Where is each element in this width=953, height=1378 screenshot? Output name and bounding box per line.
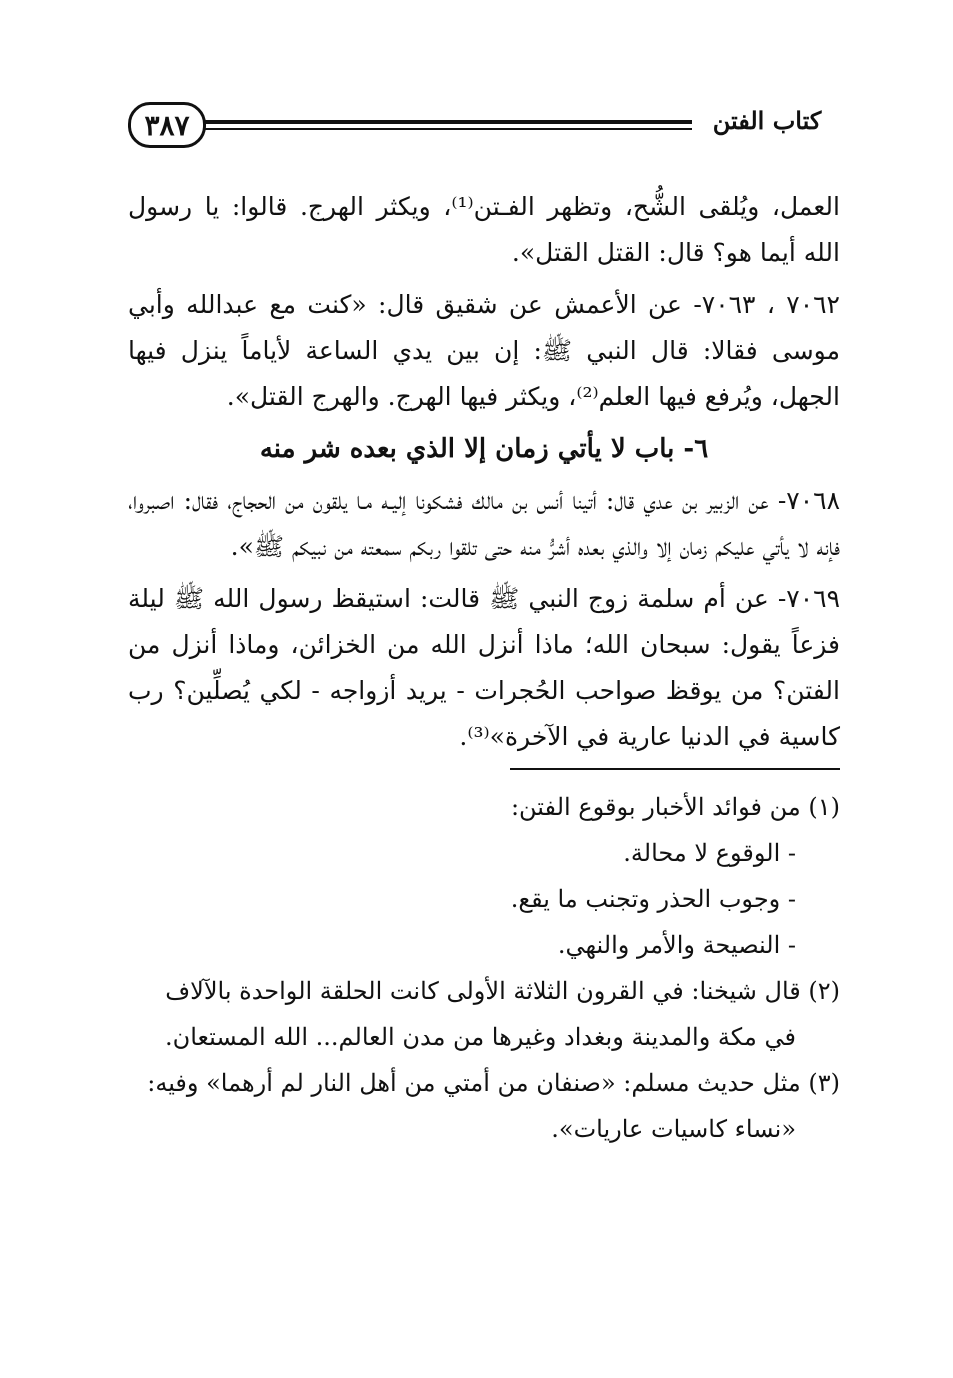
footnote-1-item: - النصيحة والأمر والنهي. bbox=[557, 931, 796, 959]
footnote-separator bbox=[510, 768, 840, 770]
footnote-2-continued: في مكة والمدينة وبغداد وغيرها من مدن العالم... الله المستعان. bbox=[164, 1023, 796, 1051]
header-rule bbox=[204, 120, 692, 130]
footnote-3: (٣) مثل حديث مسلم: «صنفان من أمتي من أهل النار لم أرهما» وفيه: bbox=[147, 1069, 840, 1097]
paragraph: العمل، ويُلقى الشُّح، وتظهر الفـتن⁽¹⁾، ويكثر الهرج. قالوا: يا رسول الله أيما هو؟ قال: القتل القتل». bbox=[128, 192, 840, 267]
chapter-heading: ٦- باب لا يأتي زمان إلا الذي بعده شر منه bbox=[259, 434, 709, 464]
footnote-1-item: - الوقوع لا محالة. bbox=[623, 839, 796, 867]
footnotes bbox=[128, 784, 840, 1152]
page-body bbox=[128, 184, 840, 1152]
paragraph: ٧٠٦٨- عن الزبير بن عدي قال: أتينا أنس بن مالك فشكونا إليـه مـا يلقون من الحجاج، فقال: اصبروا، فإنه لا يأتي عليكم زمان إلا والذي بعده أشرُّ منه حتى تلقوا ربكم سمعته من نبيكم ﷺ». bbox=[128, 486, 840, 561]
footnote-2: (٢) قال شيخنا: في القرون الثلاثة الأولى كانت الحلقة الواحدة بالآلاف bbox=[165, 977, 840, 1005]
footnote-3-continued: «نساء كاسيات عاريات». bbox=[551, 1115, 796, 1143]
page-header bbox=[128, 96, 840, 160]
paragraph: ٧٠٦٢ ، ٧٠٦٣- عن الأعمش عن شقيق قال: «كنت مع عبدالله وأبي موسى فقالا: قال النبي ﷺ: إن بين يدي الساعة لأياماً ينزل فيها الجهل، ويُرفع فيها العلم⁽²⁾، ويكثر فيها الهرج. والهرج القتل». bbox=[128, 290, 840, 411]
footnote-1: (١) من فوائد الأخبار بوقوع الفتن: bbox=[510, 793, 840, 821]
page-number: ٣٨٧ bbox=[128, 102, 206, 148]
paragraph: ٧٠٦٩- عن أم سلمة زوج النبي ﷺ قالت: استيقظ رسول الله ﷺ ليلة فزعاً يقول: سبحان الله؛ ماذا أنزل الله من الخزائن، وماذا أنزل من الفتن؟ من يوقظ صواحب الحُجرات - يريد أزواجه - لكي يُصلِّين؟ رب كاسية في الدنيا عارية في الآخرة»⁽³⁾. bbox=[128, 584, 840, 751]
footnote-1-item: - وجوب الحذر وتجنب ما يقع. bbox=[510, 885, 796, 913]
book-title: كتاب الفتن bbox=[712, 106, 822, 135]
